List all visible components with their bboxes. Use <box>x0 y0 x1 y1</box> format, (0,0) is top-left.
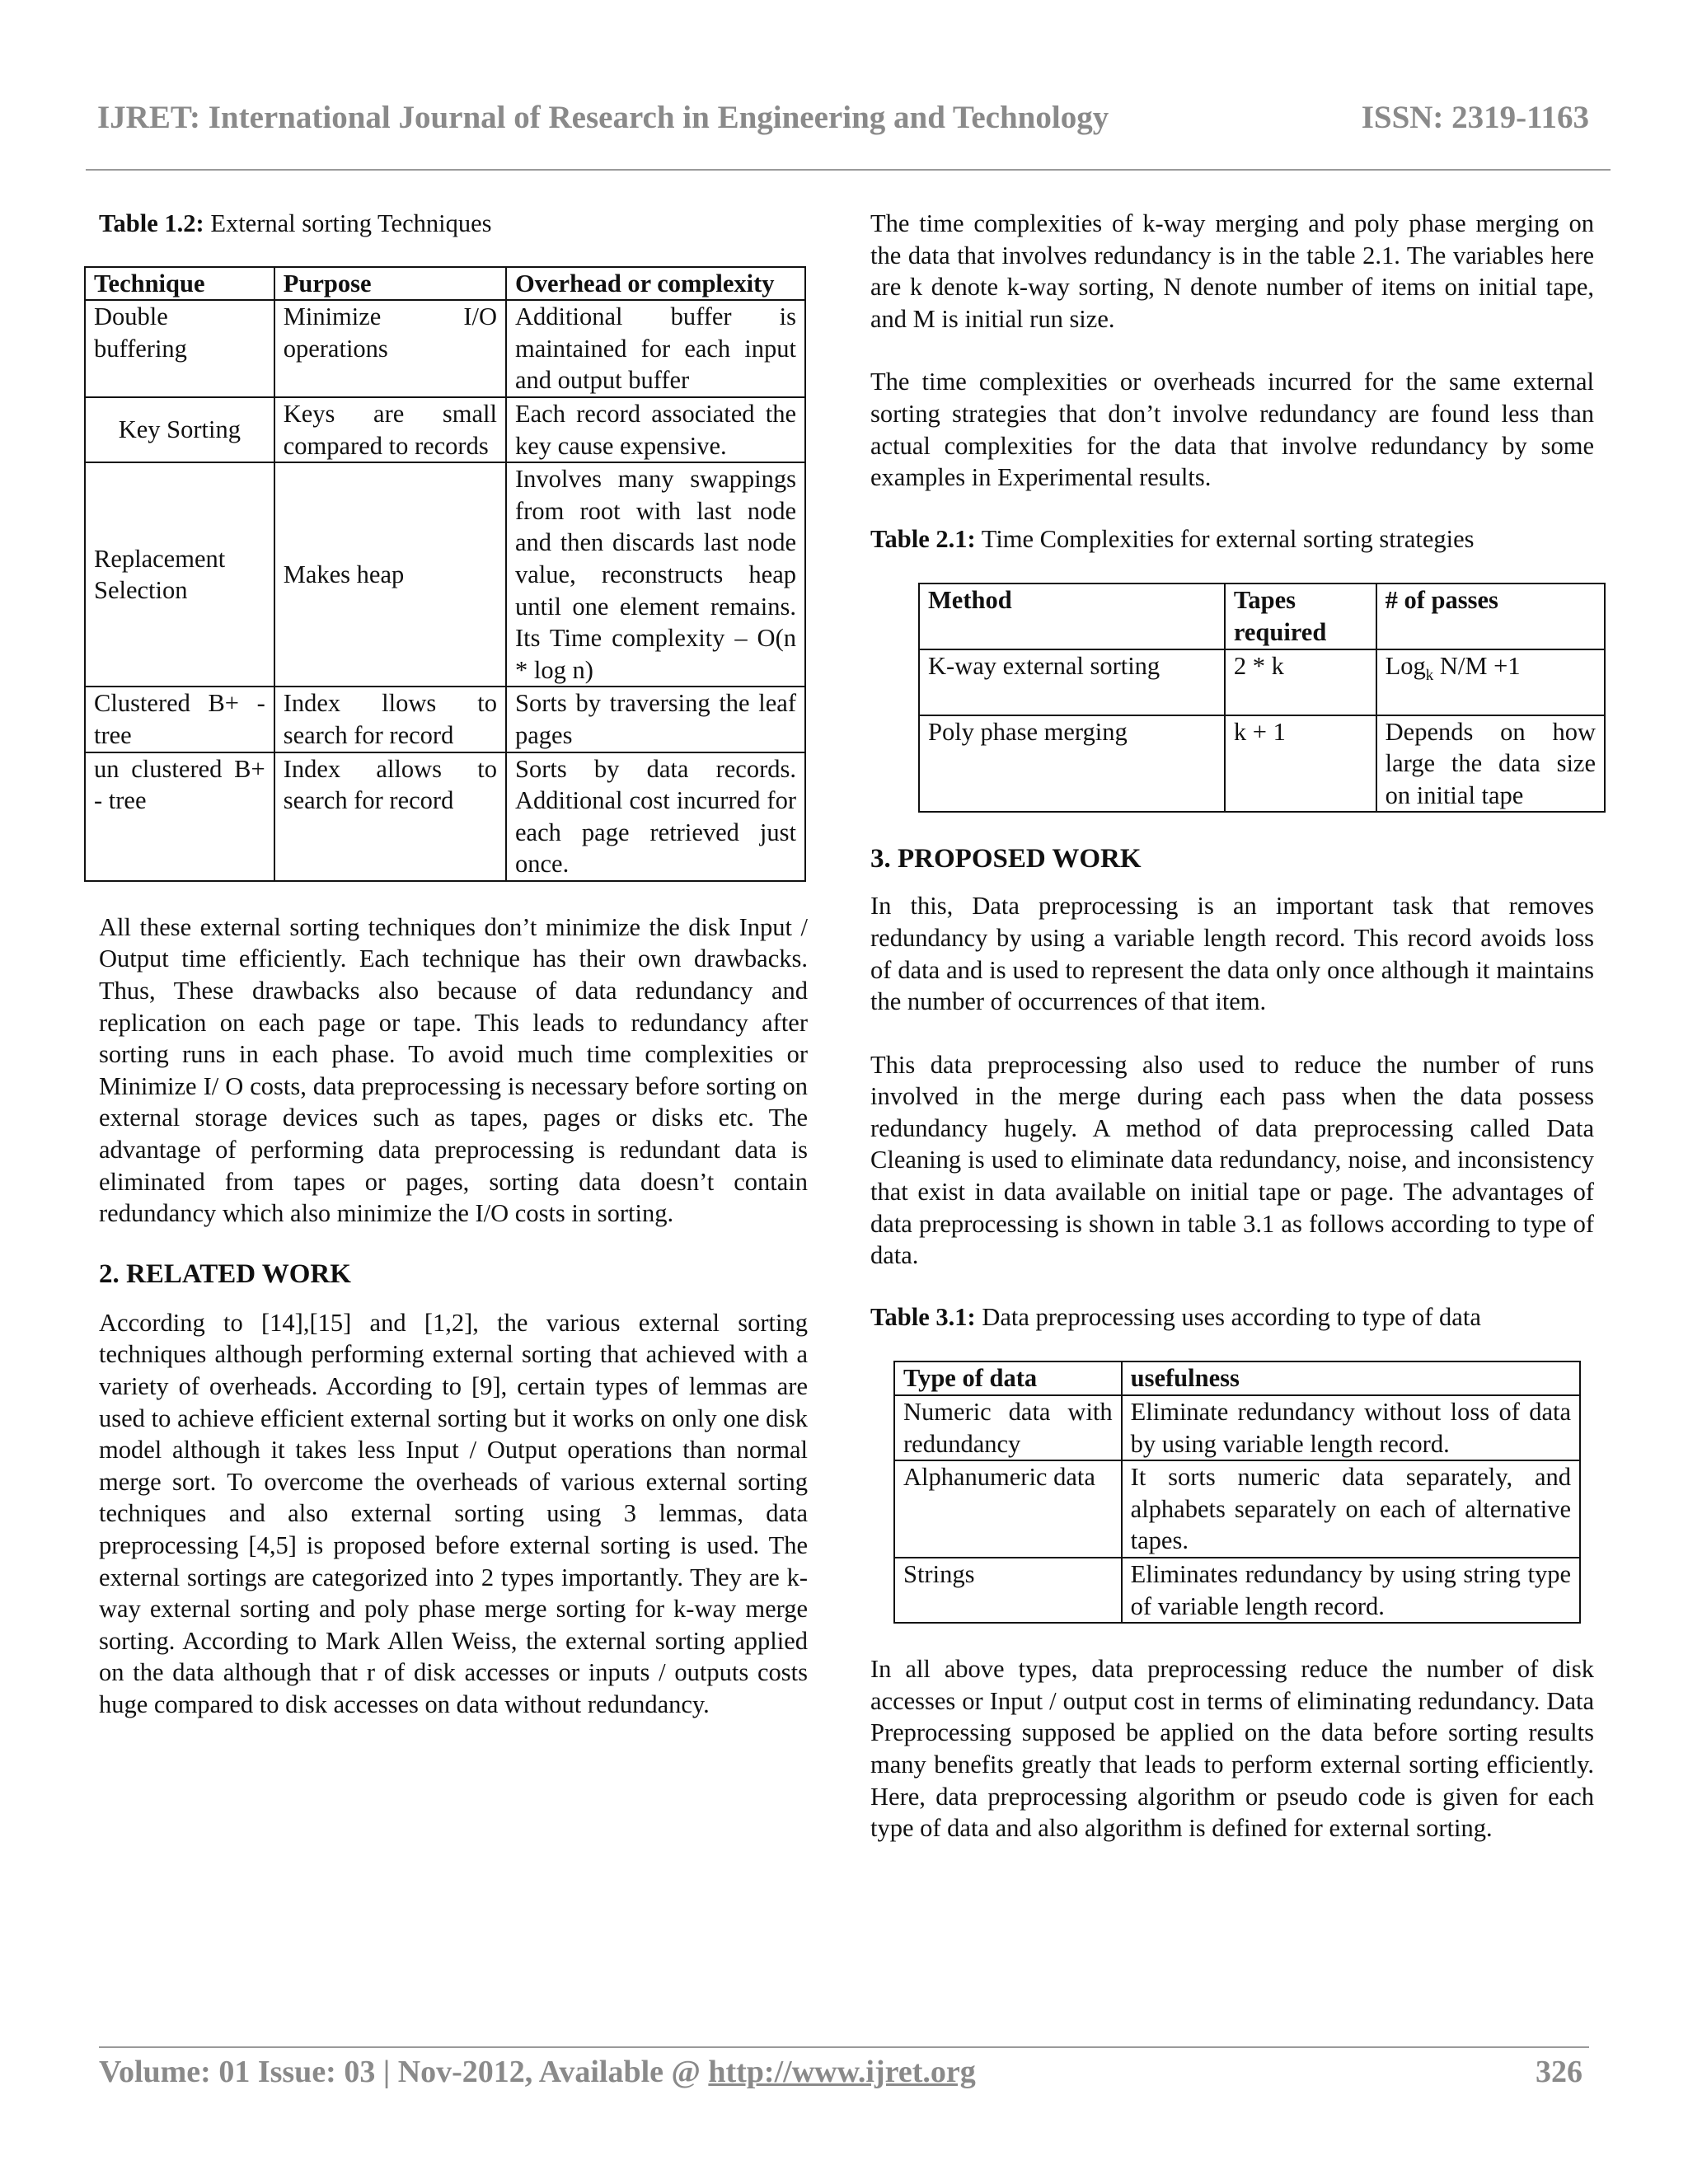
table-row <box>919 649 1605 715</box>
table-row <box>894 1558 1580 1623</box>
table-cell: Replacement Selection <box>85 462 274 687</box>
table-2-1 <box>918 583 1606 813</box>
table-header-cell: Type of data <box>894 1361 1122 1395</box>
table-header-row <box>919 583 1605 649</box>
journal-title: IJRET: International Journal of Research in Engineering and Technology <box>97 100 1109 135</box>
table-cell: Eliminate redundancy without loss of data by using variable length record. <box>1122 1395 1580 1460</box>
table-header-cell: Tapes required <box>1225 583 1376 649</box>
table-header-cell: Overhead or complexity <box>506 267 805 301</box>
table-cell: Makes heap <box>274 462 506 687</box>
body-paragraph: According to [14],[15] and [1,2], the various external sorting techniques although performing external sorting that achieved with a variety of overheads. According to [9], certain types of lemmas are used to achieve efficient external sorting but it works on only one disk model although it takes less Input / Output operations than normal merge sort. To overcome the overheads of various external sorting techniques and also external sorting using 3 lemmas, data preprocessing [4,5] is proposed before external sorting is used. The external sortings are categorized into 2 types importantly. They are k-way external sorting and poly phase merge sorting for k-way merge sorting. According to Mark Allen Weiss, the external sorting applied on the data although that r of disk accesses or inputs / outputs costs huge compared to disk accesses on data without redundancy. <box>99 1308 808 1718</box>
table-header-cell: Method <box>919 583 1225 649</box>
table-header-cell: Technique <box>85 267 274 301</box>
table-cell: It sorts numeric data separately, and alphabets separately on each of alternative tapes. <box>1122 1460 1580 1558</box>
section-heading-proposed-work: 3. PROPOSED WORK <box>870 844 1142 874</box>
table-1-2 <box>84 266 806 882</box>
table-2-1-caption-text: Time Complexities for external sorting strategies <box>975 524 1475 553</box>
table-cell: Sorts by data records. Additional cost incurred for each page retrieved just once. <box>506 752 805 881</box>
table-row <box>894 1395 1580 1460</box>
table-cell: un clustered B+ - tree <box>85 752 274 881</box>
journal-url-link[interactable]: http://www.ijret.org <box>708 2055 976 2089</box>
table-header-cell: usefulness <box>1122 1361 1580 1395</box>
table-row <box>85 397 805 462</box>
body-paragraph: In all above types, data preprocessing reduce the number of disk accesses or Input / output cost in terms of eliminating redundancy. Data Preprocessing supposed be applied on the data before sorting results many benefits greatly that leads to perform external sorting efficiently. Here, data preprocessing algorithm or pseudo code is given for each type of data and also algorithm is defined for external sorting. <box>870 1655 1594 1843</box>
body-paragraph: The time complexities or overheads incurred for the same external sorting strategies that don’t involve redundancy are found less than actual complexities for the data that involve redundancy by some examples in Experimental results. <box>870 368 1594 492</box>
footer-volume <box>99 2054 976 2090</box>
section-heading-related-work: 2. RELATED WORK <box>99 1258 351 1289</box>
table-row <box>919 715 1605 813</box>
table-cell: Poly phase merging <box>919 715 1225 813</box>
table-2-1-caption-label: Table 2.1: <box>870 524 976 553</box>
issn-label: ISSN: 2319-1163 <box>1361 100 1589 135</box>
log-base: k <box>1425 666 1434 684</box>
table-cell: 2 * k <box>1225 649 1376 715</box>
table-3-1-caption-text: Data preprocessing uses according to type of data <box>975 1302 1481 1331</box>
table-row <box>85 462 805 687</box>
table-row <box>894 1460 1580 1558</box>
table-3-1 <box>893 1361 1581 1624</box>
table-cell <box>1376 649 1605 715</box>
table-row <box>85 300 805 397</box>
table-cell: Index allows to search for record <box>274 752 506 881</box>
table-header-cell: Purpose <box>274 267 506 301</box>
table-cell: k + 1 <box>1225 715 1376 813</box>
table-header-row <box>85 267 805 301</box>
header-divider <box>86 169 1611 171</box>
body-paragraph: The time complexities of k-way merging and poly phase merging on the data that involves redundancy is in the table 2.1. The variables here are k denote k-way sorting, N denote number of items on initial tape, and M is initial run size. <box>870 209 1594 333</box>
table-cell: Additional buffer is maintained for each input and output buffer <box>506 300 805 397</box>
table-cell: Minimize I/O operations <box>274 300 506 397</box>
table-cell: Depends on how large the data size on initial tape <box>1376 715 1605 813</box>
log-text: Log <box>1385 651 1426 680</box>
body-paragraph: In this, Data preprocessing is an important task that removes redundancy by using a variable length record. This record avoids loss of data and is used to represent the data only once although it maintains the number of occurrences of that item. <box>870 892 1594 1016</box>
table-cell: Eliminates redundancy by using string type of variable length record. <box>1122 1558 1580 1623</box>
body-paragraph: This data preprocessing also used to reduce the number of runs involved in the merge during each pass when the data possess redundancy hugely. A method of data preprocessing called Data Cleaning is used to eliminate data redundancy, noise, and inconsistency that exist in data available on initial tape or page. The advantages of data preprocessing is shown in table 3.1 as follows according to type of data. <box>870 1050 1594 1270</box>
table-cell: Each record associated the key cause expensive. <box>506 397 805 462</box>
table-cell: Strings <box>894 1558 1122 1623</box>
footer-volume-text: Volume: 01 Issue: 03 | Nov-2012, Available @ <box>99 2055 709 2089</box>
table-2-1-caption <box>870 523 1594 555</box>
table-header-cell: # of passes <box>1376 583 1605 649</box>
table-cell: Involves many swappings from root with last node and then discards last node value, reconstructs heap until one element remains. Its Time complexity – O(n * log n) <box>506 462 805 687</box>
left-column <box>94 208 808 1721</box>
table-1-2-caption <box>99 208 808 240</box>
table-cell: Double buffering <box>85 300 274 397</box>
table-cell: K-way external sorting <box>919 649 1225 715</box>
body-paragraph: All these external sorting techniques don’t minimize the disk Input / Output time efficiently. Each technique has their own drawbacks. Thus, These drawbacks also because of data redundancy and replication on each page or tape. This leads to redundancy after sorting runs in each phase. To avoid much time complexities or Minimize I/ O costs, data preprocessing is necessary before sorting on external storage devices such as tapes, pages or disks etc. The advantage of performing data preprocessing is redundant data is eliminated from tapes or pages, sorting data doesn’t contain redundancy which also minimize the I/O costs in sorting. <box>99 912 808 1228</box>
log-rest: N/M +1 <box>1433 651 1521 680</box>
table-cell: Key Sorting <box>85 397 274 462</box>
table-cell: Alphanumeric data <box>894 1460 1122 1558</box>
page-number: 326 <box>1536 2055 1582 2089</box>
table-3-1-caption <box>870 1301 1594 1333</box>
table-3-1-caption-label: Table 3.1: <box>870 1302 976 1331</box>
table-1-2-caption-label: Table 1.2: <box>99 209 204 237</box>
table-cell: Index llows to search for record <box>274 687 506 752</box>
table-row <box>85 752 805 881</box>
table-cell: Keys are small compared to records <box>274 397 506 462</box>
table-cell: Clustered B+ - tree <box>85 687 274 752</box>
footer-divider <box>99 2046 1589 2048</box>
right-column <box>870 208 1594 1844</box>
table-1-2-caption-text: External sorting Techniques <box>204 209 492 237</box>
table-row <box>85 687 805 752</box>
table-header-row <box>894 1361 1580 1395</box>
table-cell: Numeric data with redundancy <box>894 1395 1122 1460</box>
table-cell: Sorts by traversing the leaf pages <box>506 687 805 752</box>
